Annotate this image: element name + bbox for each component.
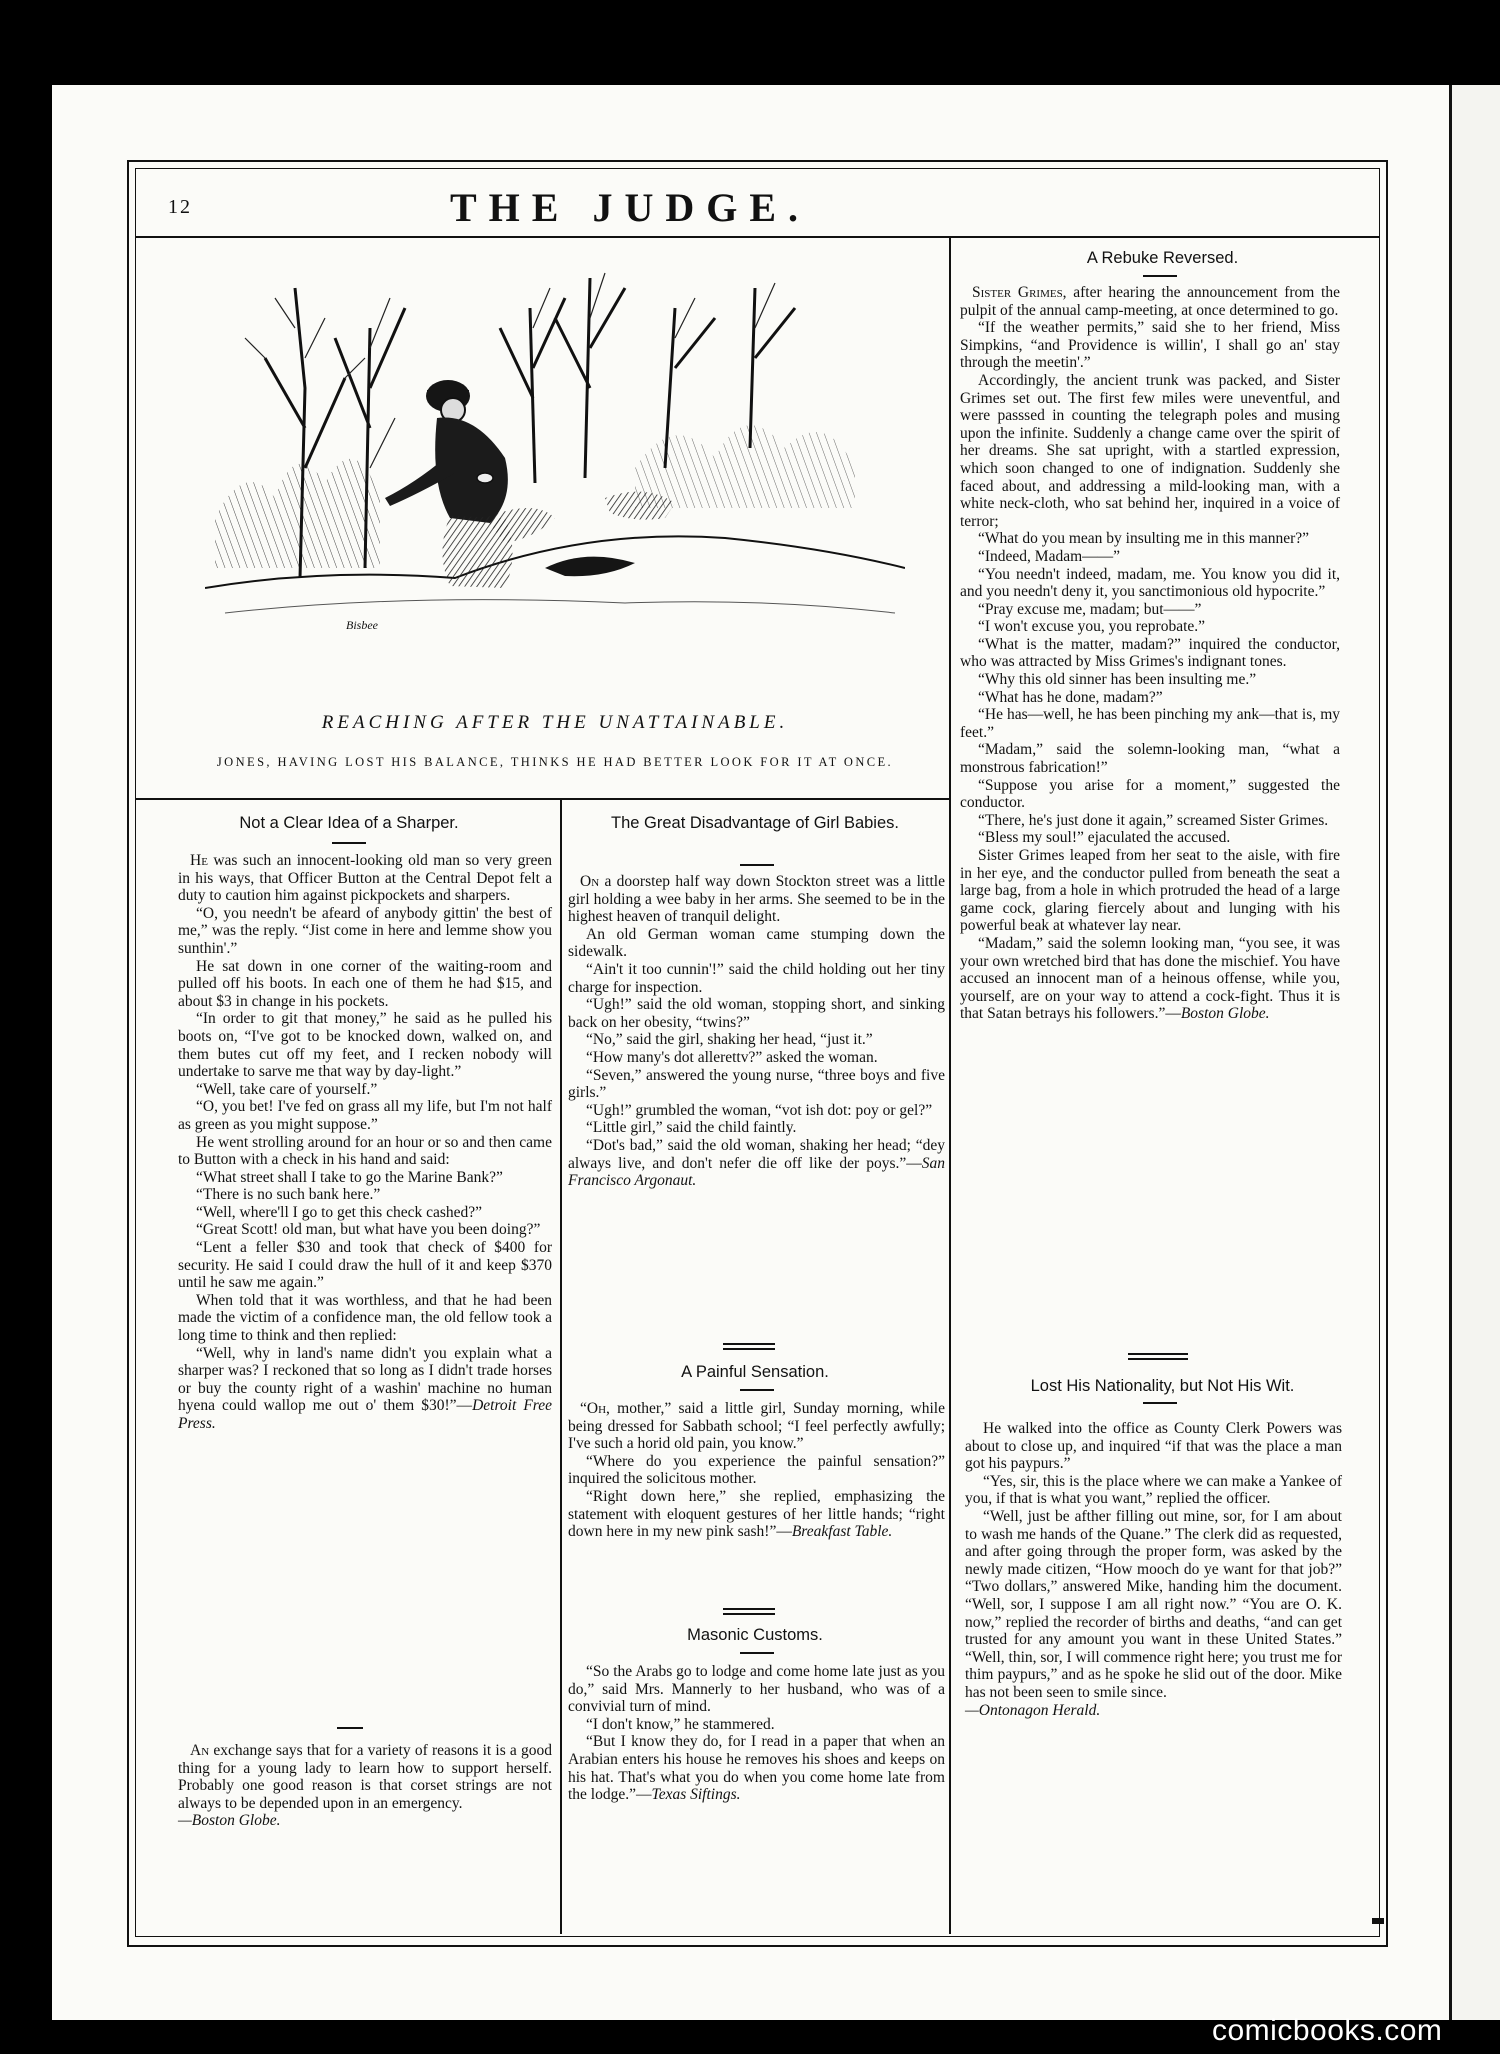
border-corner-mark bbox=[1372, 1918, 1384, 1924]
paragraph: He sat down in one corner of the waiting-room and pulled off his boots. In each one of them he had $15, and about $3 in change in his pockets. bbox=[178, 957, 552, 1010]
paragraph: mother,” said a little girl, Sunday morning, while being dressed for Sabbath school; “I feel perfectly awfully; I've such a horid old pain, you know.” bbox=[568, 1400, 945, 1453]
paragraph: When told that it was worthless, and that he had been made the victim of a confidence man, the old fellow took a long time to think and then replied: bbox=[178, 1291, 552, 1345]
double-rule bbox=[723, 1343, 775, 1350]
paragraph: “What street shall I take to go the Marine Bank?” bbox=[196, 1168, 503, 1186]
paragraph: “O, you bet! I've fed on grass all my life, but I'm not half as green as you might suppose.” bbox=[178, 1098, 552, 1133]
paragraph: “He has—well, he has been pinching my ank—that is, my feet.” bbox=[960, 706, 1340, 741]
source-credit: Breakfast Table. bbox=[791, 1523, 893, 1541]
paragraph: “Yes, sir, this is the place where we can make a Yankee of you, if that is what you want,” replied the officer. bbox=[965, 1472, 1342, 1508]
paragraph: “Seven,” answered the young nurse, “three boys and five girls.” bbox=[568, 1066, 945, 1102]
page-number: 12 bbox=[168, 196, 192, 218]
paragraph: “But I know they do, for I read in a paper that when an Arabian enters his house he removes his shoes and keeps on his hat. That's what you do when you come home late from the lodge.”— bbox=[568, 1733, 945, 1804]
paragraph: “Ugh!” said the old woman, stopping short, and sinking back on her obesity, “twins?” bbox=[568, 996, 945, 1031]
source-credit: Detroit Free Press. bbox=[178, 1397, 552, 1432]
paragraph: “Well, where'll I go to get this check cashed?” bbox=[196, 1203, 483, 1221]
lead-word: He bbox=[190, 852, 208, 869]
paragraph: “What do you mean by insulting me in this manner?” bbox=[978, 530, 1310, 548]
paragraph: “No,” said the girl, shaking her head, “just it.” bbox=[586, 1031, 873, 1049]
paragraph: “Well, why in land's name didn't you explain what a sharper was? I reckoned that so long as I didn't trade horses or buy the county right of a washin' machine no human hyena could wallop me out o' them $30!”— bbox=[178, 1344, 552, 1415]
paragraph: “Pray excuse me, madam; but——” bbox=[978, 600, 1202, 618]
paragraph: “Well, take care of yourself.” bbox=[196, 1080, 378, 1098]
illustration-caption-title: REACHING AFTER THE UNATTAINABLE. bbox=[321, 712, 789, 733]
source-credit: Boston Globe. bbox=[1180, 1005, 1270, 1023]
column-rule-middle bbox=[560, 800, 562, 1934]
article-heading-rebuke-reversed: A Rebuke Reversed. bbox=[1086, 249, 1239, 267]
article-body-rebuke-reversed bbox=[960, 284, 1340, 1023]
column-rule-right bbox=[949, 238, 951, 1934]
paragraph: He went strolling around for an hour or so and then came to Button with a check in his hand and said: bbox=[178, 1133, 552, 1169]
lead-word: “Oh, bbox=[580, 1400, 610, 1417]
paragraph: “Bless my soul!” ejaculated the accused. bbox=[978, 829, 1231, 847]
masthead-title: THE JUDGE. bbox=[449, 185, 811, 230]
paragraph: “How many's dot allerettv?” asked the woman. bbox=[586, 1048, 878, 1066]
paragraph: “Madam,” said the solemn looking man, “you see, it was your own wretched bird that has done the mischief. You have accused an innocent man of a heinous offense, while you, yourself, are on your way to attend a cock-fight. Thus it is that Satan betrays his followers.”— bbox=[960, 934, 1340, 1023]
article-body-girl-babies bbox=[568, 873, 945, 1190]
illustration-bottom-rule bbox=[135, 798, 949, 800]
source-credit: Texas Siftings. bbox=[651, 1786, 741, 1804]
adjacent-page-edge bbox=[1452, 85, 1500, 2020]
paragraph: after hearing the announcement from the pulpit of the annual camp-meeting, at once determined to go. bbox=[960, 284, 1340, 319]
illustration-caption: JONES, HAVING LOST HIS BALANCE, THINKS HE HAD BETTER LOOK FOR IT AT ONCE. bbox=[216, 755, 894, 769]
lead-word: An bbox=[190, 1742, 210, 1759]
heading-dash bbox=[1143, 275, 1177, 277]
paragraph: “Madam,” said the solemn-looking man, “what a monstrous fabrication!” bbox=[960, 741, 1340, 777]
heading-dash bbox=[740, 864, 774, 866]
paragraph: “I don't know,” he stammered. bbox=[586, 1715, 775, 1733]
artist-signature: Bisbee bbox=[346, 618, 378, 632]
heading-dash bbox=[1143, 1402, 1177, 1404]
paragraph: “Ugh!” grumbled the woman, “vot ish dot: poy or gel?” bbox=[586, 1101, 933, 1119]
heading-dash bbox=[740, 1389, 774, 1391]
source-credit: San Francisco Argonaut. bbox=[568, 1154, 945, 1190]
article-heading-painful-sensation: A Painful Sensation. bbox=[681, 1363, 829, 1381]
paragraph: Accordingly, the ancient trunk was packed, and Sister Grimes set out. The first few miles were uneventful, and were passsed in counting the telegraph poles and musing upon the infinite. Suddenly a change came over the spirit of her dreams. She sat upright, with a startled expression, which soon changed to one of indignation. Suddenly she faced about, and addressing a mild-looking man, with a white neck-cloth, who sat behind her, inquired in a voice of terror; bbox=[960, 371, 1340, 530]
paragraph: “Why this old sinner has been insulting me.” bbox=[978, 671, 1257, 689]
paragraph: “Lent a feller $30 and took that check of $400 for security. He said I could draw the hull of it and keep $370 until he saw me again.” bbox=[178, 1239, 552, 1292]
paragraph: “Suppose you arise for a moment,” suggested the conductor. bbox=[960, 776, 1340, 812]
paragraph: “Well, just be afther filling out mine, sor, for I am about to wash me hands of the Quane.” The clerk did as requested, and after going through the proper form, was asked by the newly made citizen, “How mooch do ye want for that job?” “Two dollars,” answered Mike, handing him the document. “Well, sor, I suppose I am all right now.” “You are O. K. now,” replied the recorder of births and deaths, “and can get trusted for any amount you want in these United States.” “Well, thin, sor, I will commence right here; you trust me for thim paypurs,” and as he spoke he slid out of the door. Mike has not been seen to smile since. bbox=[965, 1507, 1342, 1701]
article-body-masonic-customs bbox=[568, 1663, 945, 1804]
paragraph: “So the Arabs go to lodge and come home late just as you do,” said Mrs. Mannerly to her husband, who was of a convivial turn of mind. bbox=[568, 1663, 945, 1716]
article-heading-masonic-customs: Masonic Customs. bbox=[687, 1626, 823, 1644]
paragraph: “There, he's just done it again,” screamed Sister Grimes. bbox=[978, 811, 1329, 829]
source-credit: —Ontonagon Herald. bbox=[965, 1701, 1101, 1719]
article-heading-sharper: Not a Clear Idea of a Sharper. bbox=[239, 814, 459, 832]
paragraph: “If the weather permits,” said she to her friend, Miss Simpkins, “and Providence is willin', I shall go an' stay through the meetin'.” bbox=[960, 319, 1340, 372]
illustration-man-reaching-in-snow bbox=[205, 268, 905, 654]
paragraph: “O, you needn't be afeard of anybody gittin' the best of me,” was the reply. “Jist come in here and lemme show you sunthin'.” bbox=[178, 904, 552, 957]
paragraph: “Indeed, Madam——” bbox=[978, 547, 1121, 565]
article-body-sharper bbox=[178, 852, 552, 1433]
article-heading-girl-babies: The Great Disadvantage of Girl Babies. bbox=[611, 814, 899, 832]
lead-word: Sister Grimes, bbox=[972, 284, 1067, 301]
paragraph: exchange says that for a variety of reasons it is a good thing for a young lady to learn how to support herself. Probably one good reason is that corset strings are not always to be depended upon in an emergency. bbox=[178, 1742, 552, 1812]
paragraph: An old German woman came stumping down the sidewalk. bbox=[568, 925, 945, 961]
article-body-painful-sensation bbox=[568, 1400, 945, 1541]
paragraph: a doorstep half way down Stockton street was a little girl holding a wee baby in her arms. She seemed to be in the highest heaven of tranquil delight. bbox=[568, 873, 945, 926]
paragraph: “What is the matter, madam?” inquired the conductor, who was attracted by Miss Grimes's indignant tones. bbox=[960, 635, 1340, 671]
paragraph: was such an innocent-looking old man so very green in his ways, that Officer Button at the Central Depot felt a duty to caution him against pickpockets and sharpers. bbox=[178, 852, 552, 905]
heading-dash bbox=[332, 842, 366, 844]
lead-word: On bbox=[580, 873, 600, 890]
paragraph: “There is no such bank here.” bbox=[196, 1186, 381, 1204]
paragraph: He walked into the office as County Clerk Powers was about to close up, and inquired “if that was the place a man got his paypurs.” bbox=[965, 1420, 1342, 1473]
paragraph: “Ain't it too cunnin'!” said the child holding out her tiny charge for inspection. bbox=[568, 960, 945, 996]
paragraph: “You needn't indeed, madam, me. You know you did it, and you needn't deny it, you sanctimonious old hypocrite.” bbox=[960, 565, 1340, 601]
heading-dash bbox=[740, 1652, 774, 1654]
paragraph: “Great Scott! old man, but what have you been doing?” bbox=[196, 1221, 541, 1239]
paragraph: “Where do you experience the painful sensation?” inquired the solicitous mother. bbox=[568, 1452, 945, 1488]
paragraph: “Little girl,” said the child faintly. bbox=[586, 1119, 797, 1137]
double-rule bbox=[1128, 1353, 1188, 1360]
paragraph: “I won't excuse you, you reprobate.” bbox=[978, 618, 1206, 636]
paragraph: “Right down here,” she replied, emphasizing the statement with eloquent gestures of her little hands; “right down here in my new pink sash!”— bbox=[568, 1487, 945, 1541]
watermark: comicbooks.com bbox=[1212, 2014, 1443, 2047]
masthead-rule bbox=[135, 236, 1380, 238]
paragraph: “What has he done, madam?” bbox=[978, 688, 1163, 706]
paragraph: Sister Grimes leaped from her seat to the aisle, with fire in her eye, and the conductor pulled from beneath the seat a large bag, from a hole in which protruded the head of a large game cock, glaring fiercely about and lunging with his powerful beak at whatever lay near. bbox=[960, 847, 1340, 935]
paragraph: “In order to git that money,” he said as he pulled his boots on, “I've got to be knocked down, walked on, and them butes cut off my feet, and I recken nobody will undertake to sarve me that way by day-light.” bbox=[178, 1010, 552, 1081]
double-rule bbox=[723, 1608, 775, 1615]
article-body-lost-nationality bbox=[965, 1420, 1342, 1719]
paragraph: “Dot's bad,” said the old woman, shaking her head; “dey always live, and don't nefer die off like der poys.”— bbox=[568, 1136, 945, 1172]
article-body-corset bbox=[178, 1742, 552, 1830]
section-divider bbox=[337, 1727, 363, 1729]
article-heading-lost-nationality: Lost His Nationality, but Not His Wit. bbox=[1030, 1377, 1295, 1395]
source-credit: —Boston Globe. bbox=[178, 1812, 281, 1830]
